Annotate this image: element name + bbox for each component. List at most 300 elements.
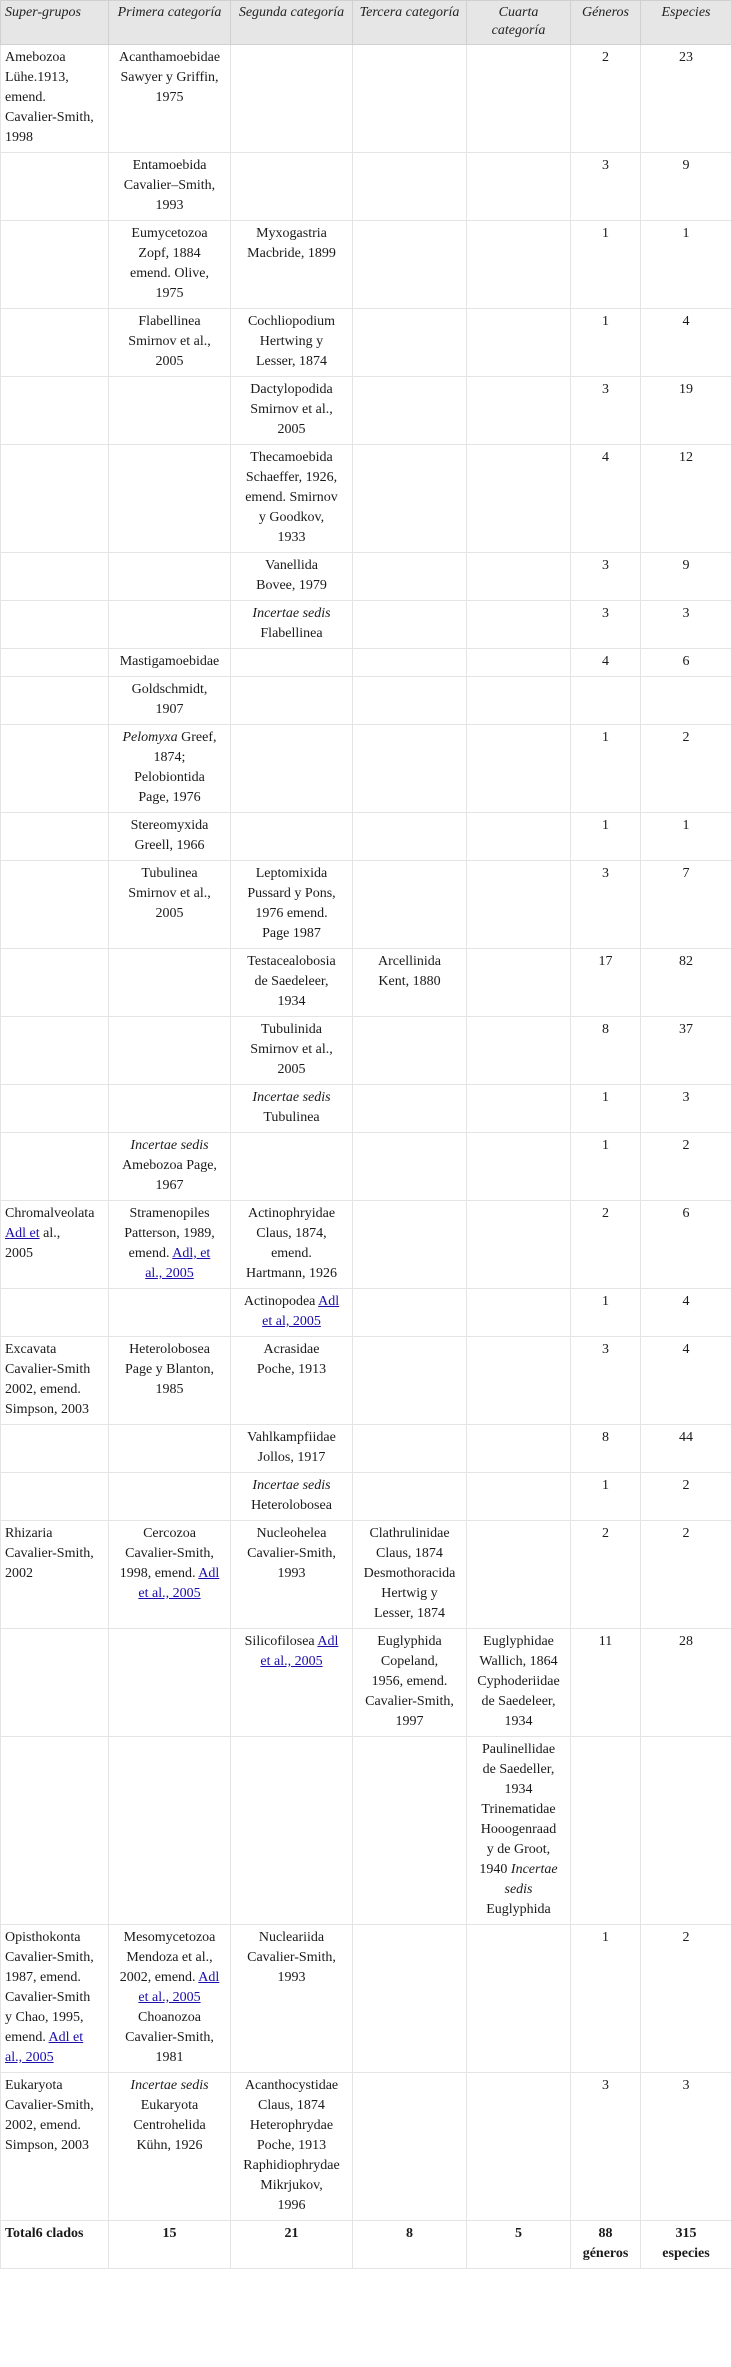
generos-cell: 8 [571,1017,641,1085]
cell-line: Cochliopodium [247,314,336,329]
cuarta-categoria-cell [467,221,571,309]
segunda-categoria-cell [231,553,353,601]
cell-line: emend. [271,1246,312,1261]
table-row [1,1473,731,1521]
total-row [1,2221,731,2269]
cuarta-categoria-cell [467,309,571,377]
cell-line: Copeland, [380,1654,439,1669]
cell-line: Pussard y Pons, [247,886,336,901]
cell-line: Thecamoebida [250,450,333,465]
citation-link[interactable]: Adl [198,1566,220,1581]
cuarta-categoria-cell [467,1201,571,1289]
cell-line: 1993 [277,1566,306,1581]
total-generos-unit: géneros [582,2246,629,2261]
cuarta-categoria-cell [467,1337,571,1425]
especies-cell: 9 [641,553,731,601]
segunda-categoria-cell [231,1473,353,1521]
citation-link[interactable]: Adl, et [172,1246,211,1261]
primera-categoria-cell [109,309,231,377]
cuarta-categoria-cell [467,2073,571,2221]
super-grupo-cell [1,1085,109,1133]
primera-categoria-cell [109,1337,231,1425]
cell-line: Hertwing y [259,334,324,349]
citation-link[interactable]: Adl [317,1634,339,1649]
header-primera-categoria: Primera categoría [109,1,231,45]
cell-line: Cavalier–Smith, [123,178,216,193]
segunda-categoria-cell [231,1201,353,1289]
cell-line: Schaeffer, 1926, [245,470,338,485]
cell-line: sedis [504,1882,533,1897]
cuarta-categoria-cell [467,601,571,649]
primera-categoria-cell [109,1201,231,1289]
cell-line: Cavalier-Smith, [247,1950,336,1965]
header-row [1,1,731,45]
cell-line: 1993 [277,1970,306,1985]
segunda-categoria-cell [231,601,353,649]
cuarta-categoria-cell [467,1737,571,1925]
citation-link[interactable]: et al., 2005 [138,1990,201,2005]
cell-line [113,1584,226,1604]
table-row [1,2073,731,2221]
cuarta-categoria-cell [467,553,571,601]
cell-line: Pelobiontida [134,770,205,785]
generos-cell: 4 [571,445,641,553]
cell-line: Raphidiophrydae [243,2158,340,2173]
total-segunda: 21 [231,2221,353,2269]
super-grupo-cell [1,949,109,1017]
cell-line: 2005 [155,354,184,369]
super-grupo-cell [1,553,109,601]
tercera-categoria-cell [353,445,467,553]
especies-cell: 37 [641,1017,731,1085]
header-super-grupos: Super-grupos [1,1,109,45]
table-row [1,1337,731,1425]
cell-line: 1976 emend. [255,906,328,921]
total-clados: 6 clados [35,2226,84,2241]
cell-line: Vahlkampfiidae [247,1430,336,1445]
cell-line: Macbride, 1899 [247,246,336,261]
especies-cell: 4 [641,1289,731,1337]
cell-line: Stereomyxida [130,818,209,833]
citation-link[interactable]: Adl et [48,2030,84,2045]
cell-line: 2005 [5,1246,33,1261]
table-row [1,1017,731,1085]
cuarta-categoria-cell [467,1425,571,1473]
tercera-categoria-cell [353,1337,467,1425]
citation-link[interactable]: et al., 2005 [138,1586,201,1601]
table-row [1,949,731,1017]
table-row [1,1133,731,1201]
cell-line: 2005 [277,1062,306,1077]
super-grupo-cell [1,1925,109,2073]
primera-categoria-cell [109,649,231,677]
generos-cell: 1 [571,309,641,377]
tercera-categoria-cell [353,1201,467,1289]
cuarta-categoria-cell [467,1289,571,1337]
tercera-categoria-cell [353,725,467,813]
cell-line: Lühe.1913, [5,70,69,85]
tercera-categoria-cell [353,1473,467,1521]
cell-line: Incertae sedis [252,1478,331,1493]
super-grupo-cell [1,1017,109,1085]
table-row [1,553,731,601]
cell-line: Greell, 1966 [134,838,205,853]
generos-cell: 1 [571,813,641,861]
cell-line: Desmothoracida [363,1566,456,1581]
header-especies: Especies [641,1,731,45]
cell-line: Cavalier-Smith, [5,110,94,125]
segunda-categoria-cell [231,1289,353,1337]
cuarta-categoria-cell [467,949,571,1017]
generos-cell: 1 [571,1133,641,1201]
tercera-categoria-cell [353,1629,467,1737]
cell-line: Nucleohelea [256,1526,327,1541]
cuarta-categoria-cell [467,1017,571,1085]
super-grupo-cell [1,649,109,677]
cell-line: 1975 [155,286,184,301]
table-row [1,445,731,553]
total-especies-value: 315 [675,2226,697,2241]
citation-link[interactable]: et al, 2005 [262,1314,321,1329]
citation-link[interactable]: al., 2005 [5,2050,54,2065]
cell-line: Cavalier-Smith, [247,1546,336,1561]
cell-line: de Saedeleer, [481,1694,556,1709]
generos-cell: 3 [571,153,641,221]
especies-cell: 6 [641,649,731,677]
total-cuarta: 5 [467,2221,571,2269]
super-grupo-cell [1,309,109,377]
segunda-categoria-cell [231,1085,353,1133]
cuarta-categoria-cell [467,677,571,725]
super-grupo-cell [1,445,109,553]
generos-cell: 1 [571,1289,641,1337]
citation-link[interactable]: Adl et [5,1226,40,1241]
cell-line: Tubulinea [141,866,198,881]
tercera-categoria-cell [353,1521,467,1629]
cell-line: Kent, 1880 [378,974,441,989]
cell-line: Heterolobosea [129,1342,210,1357]
table-row [1,677,731,725]
especies-cell [641,677,731,725]
segunda-categoria-cell [231,725,353,813]
tercera-categoria-cell [353,1133,467,1201]
cell-line: Nucleariida [258,1930,325,1945]
total-primera: 15 [109,2221,231,2269]
tercera-categoria-cell [353,813,467,861]
segunda-categoria-cell [231,309,353,377]
cell-line: Goldschmidt, [131,682,208,697]
cell-line: Chromalveolata [5,1206,95,1221]
cell-line: Silicofilosea Adl [244,1634,339,1649]
especies-cell: 82 [641,949,731,1017]
cell-line: 1981 [155,2050,184,2065]
generos-cell: 3 [571,553,641,601]
segunda-categoria-cell [231,677,353,725]
cell-line: Heterolobosea [251,1498,332,1513]
segunda-categoria-cell [231,153,353,221]
segunda-categoria-cell [231,221,353,309]
primera-categoria-cell [109,1425,231,1473]
cell-line: Amebozoa [5,50,66,65]
cell-line: 2002, emend. [5,2118,81,2133]
cell-line: Actinophryidae [247,1206,336,1221]
cell-line [235,1652,348,1672]
cell-line: Heterophrydae [249,2118,334,2133]
citation-link[interactable]: Adl [318,1294,340,1309]
header-cuarta-categoria: Cuarta categoría [467,1,571,45]
cell-line: Cavalier-Smith, [125,1546,214,1561]
total-especies [641,2221,731,2269]
primera-categoria-cell [109,677,231,725]
table-row [1,1201,731,1289]
tercera-categoria-cell [353,861,467,949]
table-row [1,601,731,649]
cell-line: 1933 [277,530,306,545]
cell-line: Incertae sedis [252,606,331,621]
cell-line: emend. [5,90,46,105]
cuarta-categoria-cell [467,153,571,221]
cell-line: Stramenopiles [129,1206,210,1221]
tercera-categoria-cell [353,2073,467,2221]
cell-line: Mendoza et al., [126,1950,213,1965]
tercera-categoria-cell [353,153,467,221]
generos-cell: 4 [571,649,641,677]
cell-line: Hertwig y [381,1586,438,1601]
tercera-categoria-cell [353,677,467,725]
cell-line: Simpson, 2003 [5,2138,90,2153]
especies-cell: 2 [641,1133,731,1201]
cell-line: 1934 [504,1782,533,1797]
cell-line: Cavalier-Smith, [125,2030,214,2045]
generos-cell: 1 [571,221,641,309]
generos-cell [571,677,641,725]
segunda-categoria-cell [231,1425,353,1473]
primera-categoria-cell [109,1017,231,1085]
especies-cell: 1 [641,813,731,861]
cuarta-categoria-cell [467,445,571,553]
total-label-cell [1,2221,109,2269]
cell-line: Acrasidae [263,1342,320,1357]
primera-categoria-cell [109,45,231,153]
generos-cell: 3 [571,1337,641,1425]
primera-categoria-cell [109,1133,231,1201]
citation-link[interactable]: Adl [198,1970,220,1985]
cuarta-categoria-cell [467,377,571,445]
super-grupo-cell [1,1473,109,1521]
cell-line: y Goodkov, [258,510,325,525]
super-grupo-cell [1,153,109,221]
cell-line: 2002, emend. [5,1382,81,1397]
cell-line: Wallich, 1864 [479,1654,558,1669]
super-grupo-cell [1,1629,109,1737]
cell-line: Euglyphida [377,1634,442,1649]
citation-link[interactable]: al., 2005 [145,1266,194,1281]
especies-cell: 2 [641,1521,731,1629]
cuarta-categoria-cell [467,725,571,813]
cell-line: Testacealobosia [247,954,336,969]
segunda-categoria-cell [231,377,353,445]
segunda-categoria-cell [231,1133,353,1201]
primera-categoria-cell [109,861,231,949]
cell-line: de Saedeller, [482,1762,555,1777]
cell-line: Mesomycetozoa [123,1930,216,1945]
segunda-categoria-cell [231,1017,353,1085]
especies-cell: 9 [641,153,731,221]
segunda-categoria-cell [231,1337,353,1425]
cell-line [235,1312,348,1332]
cell-line: 2002, emend. Adl [119,1970,220,1985]
cell-line: Excavata [5,1342,57,1357]
cell-line: Cercozoa [143,1526,196,1541]
cuarta-categoria-cell [467,1521,571,1629]
segunda-categoria-cell [231,1925,353,2073]
cell-line: 1967 [155,1178,184,1193]
tercera-categoria-cell [353,553,467,601]
cell-line: Eukaryota [5,2078,63,2093]
super-grupo-cell [1,813,109,861]
cell-line: Acanthocystidae [244,2078,339,2093]
generos-cell: 8 [571,1425,641,1473]
cell-line: Centrohelida [133,2118,206,2133]
cell-line: Hooogenraad [480,1822,557,1837]
cuarta-categoria-cell [467,1133,571,1201]
table-row [1,1425,731,1473]
cell-line: Mikrjukov, [260,2178,323,2193]
cell-line: Cavalier-Smith, [5,2098,94,2113]
segunda-categoria-cell [231,949,353,1017]
primera-categoria-cell [109,725,231,813]
header-segunda-categoria: Segunda categoría [231,1,353,45]
especies-cell [641,1737,731,1925]
cell-line: Claus, 1874 [258,2098,325,2113]
cell-line: 2002 [5,1566,33,1581]
cell-line: Euglyphidae [483,1634,554,1649]
cell-line: 1998 [5,130,33,145]
primera-categoria-cell [109,813,231,861]
table-row [1,1925,731,2073]
cell-line: Tubulinea [263,1110,320,1125]
tercera-categoria-cell [353,1085,467,1133]
table-row [1,725,731,813]
cell-line: 1996 [277,2198,306,2213]
cuarta-categoria-cell [467,1629,571,1737]
cell-line: emend. Adl et [5,2030,84,2045]
cell-line: Pelomyxa Greef, [122,730,217,745]
cell-line: 1993 [155,198,184,213]
tercera-categoria-cell [353,1925,467,2073]
segunda-categoria-cell [231,1737,353,1925]
cell-line: Adl et al., [5,1226,61,1241]
generos-cell: 11 [571,1629,641,1737]
generos-cell: 2 [571,1521,641,1629]
cell-line: Sawyer y Griffin, [120,70,219,85]
table-row [1,153,731,221]
cell-line: Paulinellidae [481,1742,556,1757]
cell-line: Arcellinida [378,954,441,969]
especies-cell: 3 [641,601,731,649]
super-grupo-cell [1,1425,109,1473]
primera-categoria-cell [109,1629,231,1737]
tercera-categoria-cell [353,221,467,309]
cell-line: de Saedeleer, [254,974,329,989]
super-grupo-cell [1,861,109,949]
table-row [1,1521,731,1629]
super-grupo-cell [1,1133,109,1201]
primera-categoria-cell [109,2073,231,2221]
cell-line: Cavalier-Smith, [5,1546,94,1561]
cell-line: Poche, 1913 [256,2138,327,2153]
tercera-categoria-cell [353,1289,467,1337]
tercera-categoria-cell [353,649,467,677]
cell-line: y de Groot, [486,1842,551,1857]
cell-line: y Chao, 1995, [5,2010,84,2025]
generos-cell: 17 [571,949,641,1017]
primera-categoria-cell [109,1473,231,1521]
cell-line: Bovee, 1979 [256,578,327,593]
cell-line: Flabellinea [260,626,323,641]
cell-line: Jollos, 1917 [257,1450,326,1465]
cell-line: Eukaryota [140,2098,199,2113]
cell-line [113,1264,226,1284]
cell-line: emend. Adl, et [128,1246,211,1261]
header-tercera-categoria: Tercera categoría [353,1,467,45]
especies-cell: 7 [641,861,731,949]
generos-cell: 1 [571,1925,641,2073]
tercera-categoria-cell [353,45,467,153]
cell-line: emend. Olive, [130,266,209,281]
cell-line: Kühn, 1926 [136,2138,203,2153]
table-row [1,221,731,309]
generos-cell: 1 [571,1085,641,1133]
table-row [1,309,731,377]
primera-categoria-cell [109,601,231,649]
super-grupo-cell [1,1737,109,1925]
cell-line: Opisthokonta [5,1930,81,1945]
segunda-categoria-cell [231,445,353,553]
especies-cell: 6 [641,1201,731,1289]
cell-line: Trinematidae [481,1802,556,1817]
tercera-categoria-cell [353,1017,467,1085]
super-grupo-cell [1,2073,109,2221]
cell-line: 1985 [155,1382,184,1397]
cell-line [5,2048,104,2068]
cell-line: 1975 [155,90,184,105]
table-row [1,1737,731,1925]
generos-cell: 3 [571,377,641,445]
segunda-categoria-cell [231,45,353,153]
cell-line: Page 1987 [262,926,321,941]
cell-line: Claus, 1874 [376,1546,443,1561]
cuarta-categoria-cell [467,1473,571,1521]
cell-line: Hartmann, 1926 [246,1266,337,1281]
especies-cell: 4 [641,1337,731,1425]
primera-categoria-cell [109,1521,231,1629]
super-grupo-cell [1,1337,109,1425]
table-row [1,861,731,949]
primera-categoria-cell [109,445,231,553]
cell-line: Cavalier-Smith, [365,1694,454,1709]
cell-line: emend. Smirnov [245,490,338,505]
super-grupo-cell [1,377,109,445]
especies-cell: 19 [641,377,731,445]
cell-line: 1907 [155,702,184,717]
cell-line: 1940 Incertae [479,1862,558,1877]
cell-line: Smirnov et al., [128,334,211,349]
super-grupo-cell [1,1521,109,1629]
citation-link[interactable]: et al., 2005 [260,1654,323,1669]
generos-cell: 1 [571,1473,641,1521]
table-row [1,45,731,153]
